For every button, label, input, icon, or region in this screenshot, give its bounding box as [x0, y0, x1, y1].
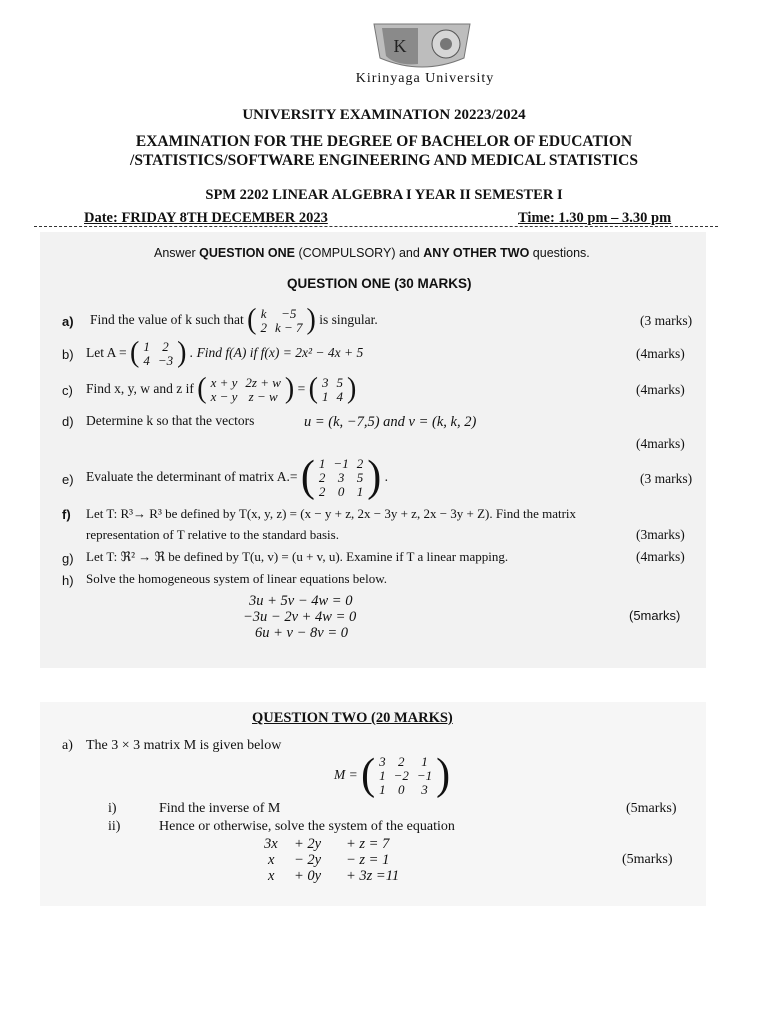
q1e-label: e): [62, 472, 74, 487]
instructions: Answer QUESTION ONE (COMPULSORY) and ANY OTHER TWO questions.: [154, 246, 590, 260]
q1h-label: h): [62, 573, 74, 588]
q2-system-row-2: x − 2y − z = 1: [268, 852, 390, 868]
q2-system-row-1: 3x + 2y + z = 7: [264, 836, 390, 852]
q1c-marks: (4marks): [636, 382, 685, 397]
q1a-marks: (3 marks): [640, 313, 693, 328]
q1e-marks: (3 marks): [640, 471, 693, 486]
degree-line-1: EXAMINATION FOR THE DEGREE OF BACHELOR OF EDUCATION: [135, 133, 633, 150]
q2ii-marks: (5marks): [622, 852, 673, 867]
q2-matrix-m: ( 3 2 1 1 −2 −1 1 0 3 ): [361, 750, 451, 800]
university-name: Kirinyaga University: [355, 71, 495, 86]
q2a-label: a): [62, 738, 73, 753]
q1a-matrix: ( k −5 2 k − 7 ): [247, 303, 316, 336]
q1h-equation-1: 3u + 5v − 4w = 0: [249, 593, 353, 609]
question-one-title: QUESTION ONE (30 MARKS): [287, 276, 472, 291]
q1f-question: Let T: R³→ R³ be defined by T(x, y, z) = (x − y + z, 2x − 3y + z, 2x − 3y + Z). Find the matrix: [86, 506, 577, 521]
q1e-matrix: ( 1 −1 2 2 3 5 2 0 1 ): [300, 452, 382, 502]
q1a-label: a): [62, 314, 74, 329]
q1f-marks: (3marks): [636, 527, 685, 542]
q2-system-row-3: x + 0y + 3z =11: [268, 868, 400, 884]
q1c-label: c): [62, 383, 73, 398]
q1g-question: Let T: ℜ² → ℜ be defined by T(u, v) = (u + v, u). Examine if T a linear mapping.: [86, 549, 509, 564]
q2i-label: i): [108, 801, 117, 816]
question-one-panel: [40, 232, 706, 668]
q1a-question: Find the value of k such that ( k −5 2 k − 7 ) is singular.: [90, 303, 378, 336]
q2i-text: Find the inverse of M: [159, 801, 281, 816]
q1h-question: Solve the homogeneous system of linear equations below.: [86, 571, 387, 586]
q2ii-label: ii): [108, 819, 121, 834]
exam-title: UNIVERSITY EXAMINATION 20223/2024: [242, 107, 526, 123]
exam-time: Time: 1.30 pm – 3.30 pm: [518, 210, 672, 226]
q1b-matrix: ( 1 2 4 −3 ): [130, 336, 187, 369]
question-two-title: QUESTION TWO (20 MARKS): [252, 710, 453, 726]
q1f-question-cont: representation of T relative to the standard basis.: [86, 527, 339, 542]
q1g-marks: (4marks): [636, 549, 685, 564]
university-logo: [352, 18, 492, 74]
q2-matrix-eq: M = ( 3 2 1 1 −2 −1 1 0 3 ): [334, 750, 451, 800]
q1h-equation-3: 6u + v − 8v = 0: [255, 625, 348, 641]
q2i-marks: (5marks): [626, 801, 677, 816]
q1c-matrix-right: ( 3 5 1 4 ): [308, 372, 357, 405]
q2a-text: The 3 × 3 matrix M is given below: [86, 738, 282, 753]
q1h-equation-2: −3u − 2v + 4w = 0: [243, 609, 357, 625]
q1c-question: Find x, y, w and z if ( x + y 2z + w x − y z − w ) = ( 3 5 1 4 ): [86, 372, 357, 405]
q1e-question: Evaluate the determinant of matrix A.= ( 1 −1 2 2 3 5 2 0 1 ) .: [86, 452, 388, 502]
q1d-marks: (4marks): [636, 436, 685, 451]
q1d-question: Determine k so that the vectors: [86, 413, 255, 428]
q2ii-text: Hence or otherwise, solve the system of the equation: [159, 819, 455, 834]
q1f-label: f): [62, 507, 71, 522]
q1b-marks: (4marks): [636, 346, 685, 361]
degree-line-2: /STATISTICS/SOFTWARE ENGINEERING AND MEDICAL STATISTICS: [130, 152, 638, 169]
q1g-label: g): [62, 551, 74, 566]
q1d-vectors: u = (k, −7,5) and v = (k, k, 2): [304, 414, 477, 430]
q1h-marks: (5marks): [629, 608, 681, 623]
q1d-label: d): [62, 414, 74, 429]
svg-text:K: K: [393, 36, 407, 56]
course-title: SPM 2202 LINEAR ALGEBRA I YEAR II SEMESTER I: [205, 187, 563, 203]
q1b-label: b): [62, 347, 74, 362]
exam-date: Date: FRIDAY 8TH DECEMBER 2023: [84, 210, 328, 226]
header-divider: [34, 226, 718, 227]
q1c-matrix-left: ( x + y 2z + w x − y z − w ): [197, 372, 295, 405]
q1b-question: Let A = ( 1 2 4 −3 ) . Find f(A) if f(x) = 2x² − 4x + 5: [86, 336, 364, 369]
